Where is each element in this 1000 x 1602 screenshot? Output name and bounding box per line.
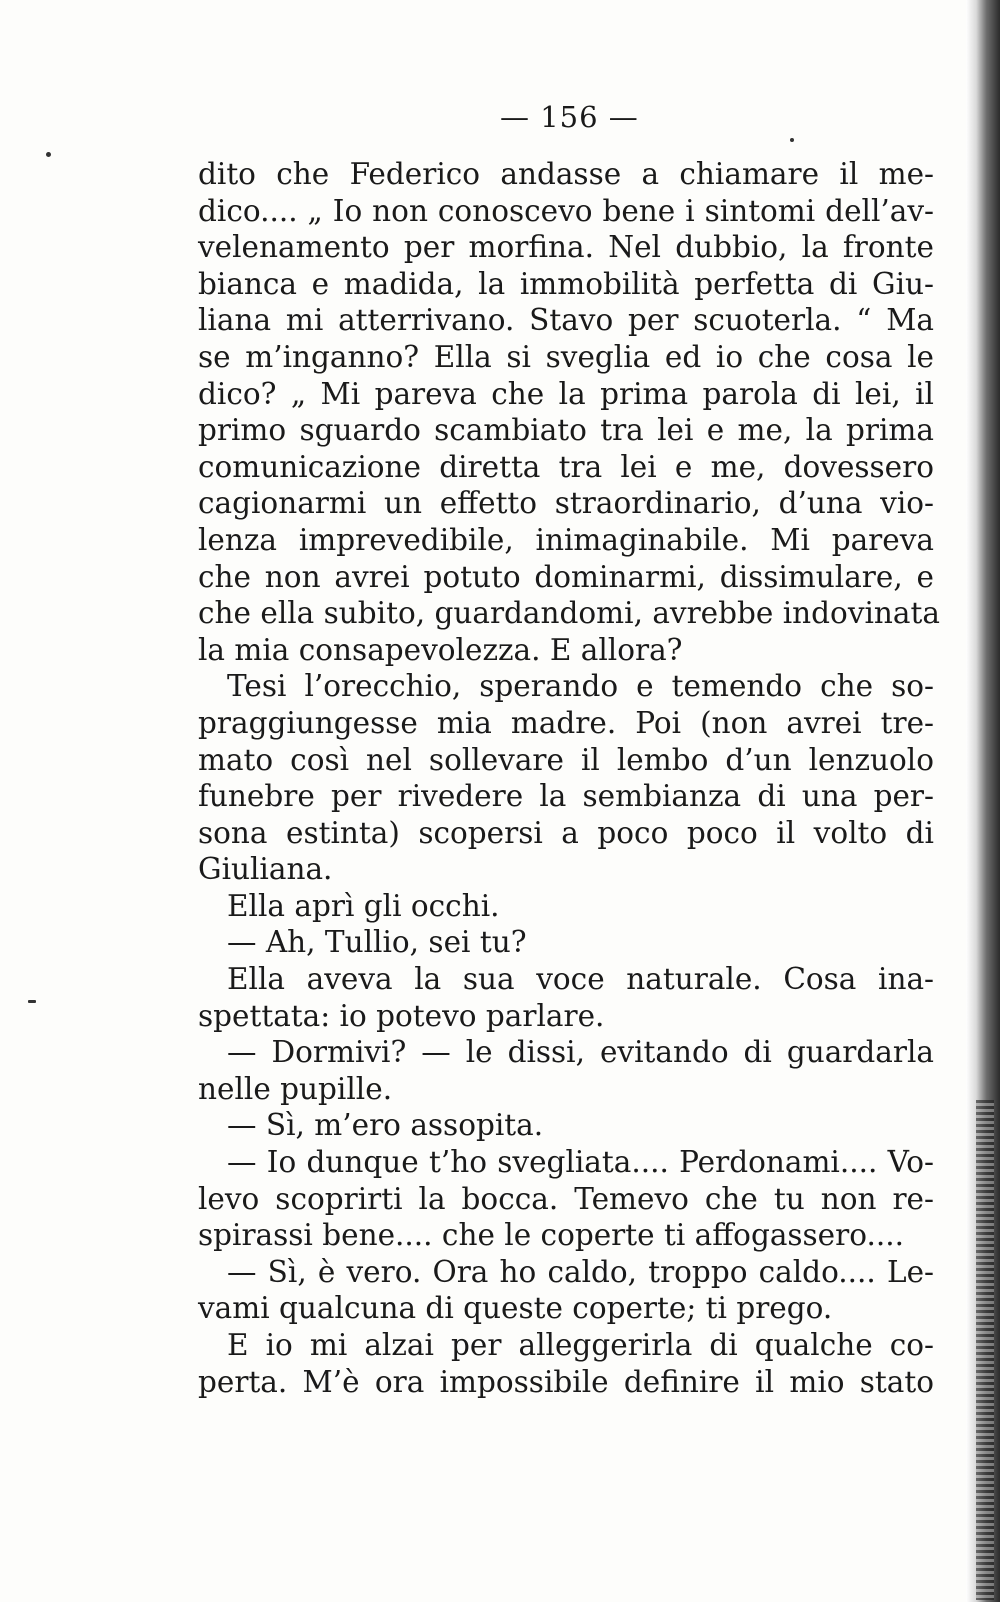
text-line: mato così nel sollevare il lembo d’un lenzuolo bbox=[198, 742, 934, 777]
page-number: — 156 — bbox=[500, 100, 639, 134]
text-line: spettata: io potevo parlare. bbox=[198, 998, 605, 1033]
ink-speck bbox=[790, 138, 794, 142]
text-line: comunicazione diretta tra lei e me, dovessero bbox=[198, 449, 934, 484]
ink-speck bbox=[28, 1000, 36, 1003]
text-line: lenza imprevedibile, inimaginabile. Mi pareva bbox=[198, 522, 934, 557]
text-line: velenamento per morfina. Nel dubbio, la fronte bbox=[198, 230, 934, 265]
page-edge-texture bbox=[976, 1100, 994, 1600]
text-line: — Sì, m’ero assopita. bbox=[227, 1108, 544, 1143]
text-line: E io mi alzai per alleggerirla di qualche co- bbox=[227, 1328, 934, 1362]
text-line: vami qualcuna di queste coperte; ti prego. bbox=[198, 1291, 833, 1326]
text-line: che non avrei potuto dominarmi, dissimulare, e bbox=[198, 559, 934, 594]
text-line: dico.... „ Io non conoscevo bene i sintomi dell’av- bbox=[198, 193, 934, 228]
text-line: perta. M’è ora impossibile definire il mio stato bbox=[198, 1364, 934, 1399]
text-line: cagionarmi un effetto straordinario, d’una vio- bbox=[198, 486, 934, 521]
text-line: funebre per rivedere la sembianza di una per- bbox=[198, 779, 934, 814]
text-line: nelle pupille. bbox=[198, 1071, 393, 1106]
text-line: — Sì, è vero. Ora ho caldo, troppo caldo.... Le- bbox=[227, 1254, 934, 1289]
text-line: Ella aveva la sua voce naturale. Cosa ina- bbox=[227, 962, 934, 997]
ink-speck bbox=[46, 152, 51, 157]
text-line: che ella subito, guardandomi, avrebbe indovinata bbox=[198, 596, 940, 631]
text-line: liana mi atterrivano. Stavo per scuoterla. “ Ma bbox=[198, 303, 934, 338]
text-line: primo sguardo scambiato tra lei e me, la prima bbox=[198, 413, 934, 448]
text-line: levo scoprirti la bocca. Temevo che tu non re- bbox=[198, 1181, 934, 1216]
text-line: spirassi bene.... che le coperte ti affogassero.... bbox=[198, 1218, 904, 1253]
text-line: Tesi l’orecchio, sperando e temendo che so- bbox=[227, 669, 934, 704]
text-line: dito che Federico andasse a chiamare il me- bbox=[198, 157, 934, 191]
text-line: Ella aprì gli occhi. bbox=[227, 888, 500, 923]
text-line: la mia consapevolezza. E allora? bbox=[198, 632, 683, 667]
text-line: Giuliana. bbox=[198, 852, 333, 887]
text-line: se m’inganno? Ella si sveglia ed io che cosa le bbox=[198, 339, 934, 374]
body-text bbox=[198, 156, 940, 1400]
text-line: sona estinta) scopersi a poco poco il volto di bbox=[198, 815, 934, 850]
text-line: — Ah, Tullio, sei tu? bbox=[227, 925, 527, 960]
text-line: dico? „ Mi pareva che la prima parola di lei, il bbox=[198, 376, 934, 411]
text-line: praggiungesse mia madre. Poi (non avrei tre- bbox=[198, 705, 934, 740]
text-line: — Dormivi? — le dissi, evitando di guardarla bbox=[227, 1035, 934, 1070]
text-line: — Io dunque t’ho svegliata.... Perdonami.... Vo- bbox=[227, 1145, 934, 1180]
text-line: bianca e madida, la immobilità perfetta di Giu- bbox=[198, 266, 934, 301]
